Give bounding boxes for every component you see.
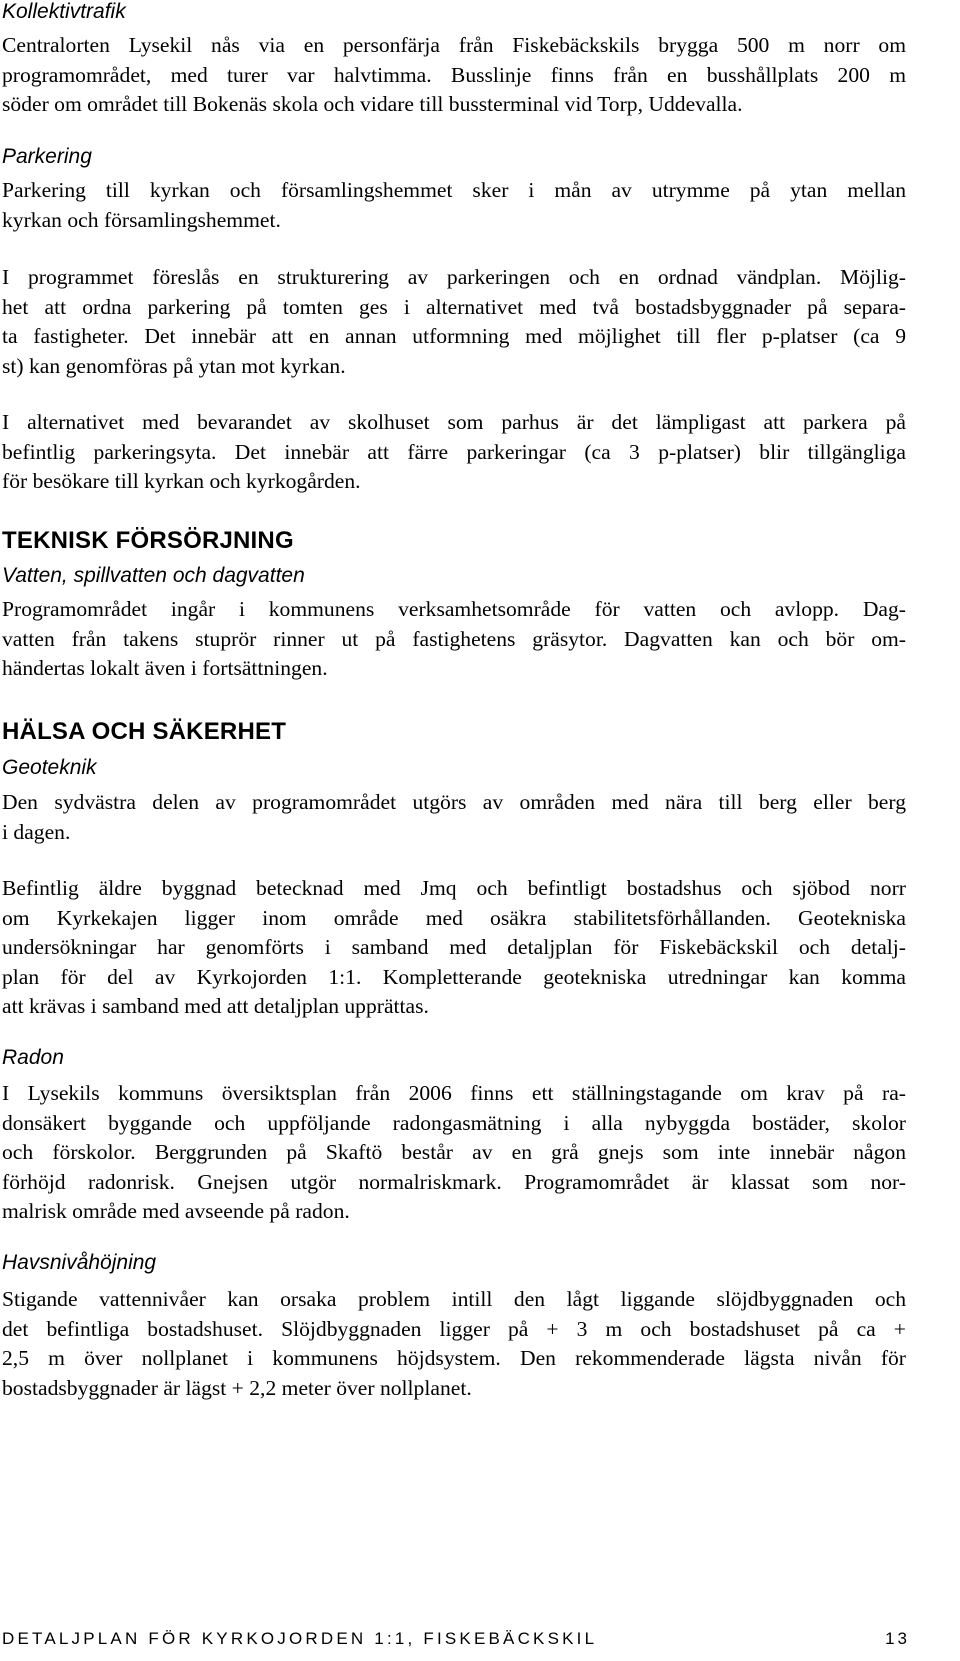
page-number: 13: [885, 1629, 910, 1648]
text-line: undersökningar har genomförts i samband med detaljplan för Fiskebäckskil och detalj-: [2, 935, 906, 959]
havsnivahojning-paragraph: [2, 1285, 906, 1403]
text-line: donsäkert byggande och uppföljande radongasmätning i alla nybyggda bostäder, skolor: [2, 1110, 906, 1135]
geoteknik-heading: Geoteknik: [2, 756, 97, 779]
text-line: Centralorten Lysekil nås via en personfärja från Fiskebäckskils brygga 500 m norr om: [2, 33, 906, 57]
page-footer: [2, 1628, 910, 1650]
text-line: söder om området till Bokenäs skola och vidare till bussterminal vid Torp, Uddevalla.: [2, 92, 743, 116]
parkering-paragraph-2: [2, 263, 906, 381]
kollektivtrafik-heading: Kollektivtrafik: [2, 0, 126, 23]
text-line: befintlig parkeringsyta. Det innebär att färre parkeringar (ca 3 p-platser) blir tillgängliga: [2, 439, 906, 464]
text-line: I Lysekils kommuns översiktsplan från 2006 finns ett ställningstagande om krav på ra-: [2, 1081, 906, 1105]
vatten-paragraph: [2, 595, 906, 684]
text-line: i dagen.: [2, 819, 71, 844]
text-line: I alternativet med bevarandet av skolhuset som parhus är det lämpligast att parkera på: [2, 410, 906, 434]
text-line: vatten från takens stuprör rinner ut på fastighetens gräsytor. Dagvatten kan och bör om-: [2, 626, 906, 651]
radon-heading: Radon: [2, 1046, 64, 1069]
teknisk-forsorjning-title: TEKNISK FÖRSÖRJNING: [2, 527, 294, 554]
text-line: ta fastigheter. Det innebär att en annan utformning med möjlighet till fler p-platser (ca 9: [2, 324, 906, 348]
vatten-heading: Vatten, spillvatten och dagvatten: [2, 564, 305, 587]
parkering-paragraph-3: [2, 408, 906, 497]
text-line: förhöjd radonrisk. Gnejsen utgör normalriskmark. Programområdet är klassat som nor-: [2, 1169, 906, 1194]
text-line: I programmet föreslås en strukturering av parkeringen och en ordnad vändplan. Möjlig-: [2, 265, 906, 289]
parkering-paragraph-1: [2, 176, 906, 235]
text-line: programområdet, med turer var halvtimma. Busslinje finns från en busshållplats 200 m: [2, 62, 906, 87]
text-line: Stigande vattennivåer kan orsaka problem intill den lågt liggande slöjdbyggnaden och: [2, 1287, 906, 1311]
halsa-sakerhet-title: HÄLSA OCH SÄKERHET: [2, 718, 287, 745]
text-line: att krävas i samband med att detaljplan upprättas.: [2, 994, 429, 1018]
footer-title: DETALJPLAN FÖR KYRKOJORDEN 1:1, FISKEBÄCKSKIL: [2, 1629, 598, 1648]
havsnivahojning-heading: Havsnivåhöjning: [2, 1251, 157, 1274]
text-line: Den sydvästra delen av programområdet utgörs av områden med nära till berg eller berg: [2, 790, 906, 814]
text-line: händertas lokalt även i fortsättningen.: [2, 656, 328, 680]
radon-paragraph: [2, 1079, 906, 1227]
text-line: Befintlig äldre byggnad betecknad med Jmq och befintligt bostadshus och sjöbod norr: [2, 876, 906, 900]
kollektivtrafik-paragraph: [2, 31, 906, 120]
text-line: plan för del av Kyrkojorden 1:1. Kompletterande geotekniska utredningar kan komma: [2, 964, 906, 989]
text-line: det befintliga bostadshuset. Slöjdbyggnaden ligger på + 3 m och bostadshuset på ca +: [2, 1316, 906, 1341]
text-line: 2,5 m över nollplanet i kommunens höjdsystem. Den rekommenderade lägsta nivån för: [2, 1346, 906, 1370]
text-line: kyrkan och församlingshemmet.: [2, 207, 281, 232]
parkering-heading: Parkering: [2, 145, 92, 168]
text-line: het att ordna parkering på tomten ges i alternativet med två bostadsbyggnader på separa-: [2, 294, 906, 319]
text-line: malrisk område med avseende på radon.: [2, 1199, 350, 1223]
text-line: och förskolor. Berggrunden på Skaftö består av en grå gnejs som inte innebär någon: [2, 1140, 906, 1164]
text-line: om Kyrkekajen ligger inom område med osäkra stabilitetsförhållanden. Geotekniska: [2, 905, 906, 930]
geoteknik-paragraph-2: [2, 874, 906, 1022]
text-line: för besökare till kyrkan och kyrkogården.: [2, 469, 361, 493]
text-line: Parkering till kyrkan och församlingshemmet sker i mån av utrymme på ytan mellan: [2, 178, 906, 202]
text-line: Programområdet ingår i kommunens verksamhetsområde för vatten och avlopp. Dag-: [2, 597, 906, 621]
text-line: st) kan genomföras på ytan mot kyrkan.: [2, 353, 346, 378]
text-line: bostadsbyggnader är lägst + 2,2 meter över nollplanet.: [2, 1375, 472, 1400]
geoteknik-paragraph-1: [2, 788, 906, 847]
